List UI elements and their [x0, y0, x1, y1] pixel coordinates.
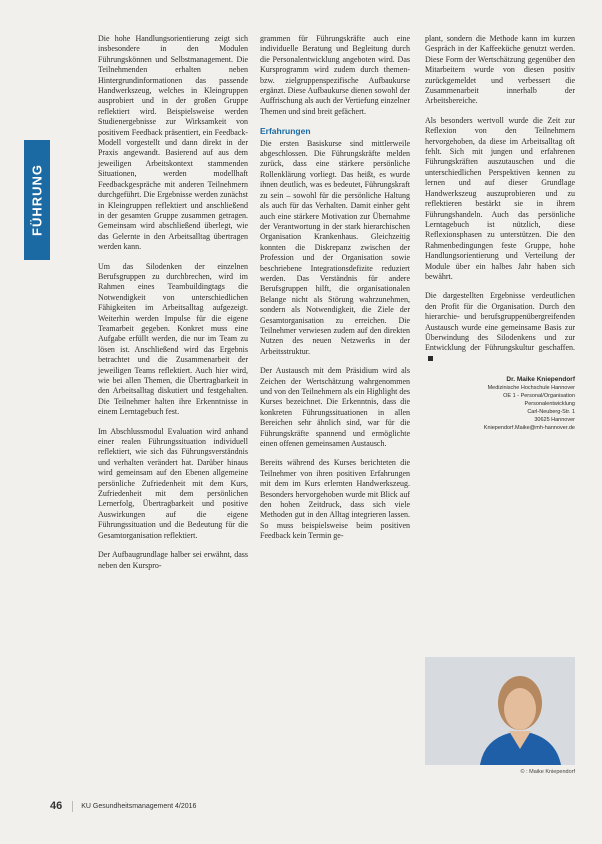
author-box: [425, 376, 575, 432]
paragraph: Der Aufbaugrundlage halber sei erwähnt, dass neben den Kurspro-: [98, 550, 248, 570]
author-affiliation: Medizinische Hochschule Hannover: [487, 385, 575, 392]
text-column-1: [98, 34, 248, 580]
paragraph: Die ersten Basiskurse sind mittlerweile abgeschlossen. Die Führungskräfte melden zurück, dass eine stärkere persönliche Rollenklärung vorliegt. Das heißt, es wurde ihnen deutlich, was es bedeutet, Führungskraft zu sein – sowohl für die persönliche Haltung als auch für das Verhalten. Damit einher geht auch eine stärkere Motivation zur Übernahme der Verantwortung in der stark hierarchischen Organisation Krankenhaus. Gleichzeitig konnten die Diskrepanz zwischen der Profession und der Organisation sowie beschriebene Integrationsdefizite reduziert werden. Das Verständnis für andere Berufsgruppen hilft, die organisationalen Belange nicht als Störung wahrzunehmen, sondern als Notwendigkeit, die Ziele der Gesamtorganisation zu erreichen. Die Teilnehmer verwiesen zudem auf den direkten Nutzen des neuen Netzwerks in der Arbeitsstruktur.: [260, 138, 410, 356]
paragraph-text: Die dargestellten Ergebnisse verdeutlichen den Profit für die Organisation. Durch den hierarchie- und berufsgruppenübergreifenden Austausch wurde eine gemeinsame Basis zur Überwindung des Silodenkens und zur Entwicklung der Führungskultur geschaffen.: [425, 291, 575, 353]
end-of-article-square-icon: [428, 356, 433, 361]
section-tab: [24, 140, 50, 260]
paragraph-final: [425, 291, 575, 364]
footer-divider: [72, 801, 73, 812]
page-number: 46: [50, 800, 63, 812]
author-email: Kniependorf.Maike@mh-hannover.de: [483, 425, 575, 432]
page-footer: [50, 800, 196, 812]
paragraph: Um das Silodenken der einzelnen Berufsgruppen zu durchbrechen, wird im Rahmen eines Teambuildingtags die Notwendigkeit von unterschiedlichen Fähigkeiten im Arbeitsalltag aufgezeigt. Weiterhin werden Impulse für die eigene Teamarbeit gegeben. Konkret muss eine Aufgabe erfüllt werden, die nur im Team zu lösen ist. Anschließend wird das Ergebnis betrachtet und die Zusammenarbeit der jeweiligen Teams reflektiert. Auch hier wird, wie bei allen Themen, die Übertragbarkeit in den Arbeitsalltag diskutiert und festgehalten. Die Teilnehmer halten ihre Erkenntnisse in einem Lerntagebuch fest.: [98, 261, 248, 417]
paragraph: Im Abschlussmodul Evaluation wird anhand einer realen Führungssituation individuell reflektiert, wie sich das Führungsverständnis und verhalten verändert hat. Darüber hinaus wird gemeinsam auf den Ebenen allgemeine persönliche Zufriedenheit mit dem Kurs, Zufriedenheit mit dem persönlichen Lernerfolg, Übertragbarkeit und positive Auswirkungen auf die eigene Führungssituation und die Bedeutung für die Gesamtorganisation reflektiert.: [98, 426, 248, 540]
text-column-2: [260, 34, 410, 551]
author-city: 30625 Hannover: [534, 417, 575, 424]
paragraph: grammen für Führungskräfte auch eine individuelle Beratung und Begleitung durch die Personalentwicklung angeboten wird. Das Kursprogramm wird zudem durch themen- bzw. zielgruppenspezifische Aufbaukurse ergänzt. Diese Aufbaukurse dienen sowohl der Auffrischung als auch der Vertiefung einzelner Themen und sind breit gefächert.: [260, 34, 410, 116]
paragraph: Bereits während des Kurses berichteten die Teilnehmer von ihren positiven Erfahrungen mit dem im Kurs erlernten Handwerkszeug. Besonders hervorgehoben wurde mit Blick auf den hohen Zeitdruck, dass sich viele Methoden gut in den Alltag integrieren lassen. So muss beispielsweise beim positiven Feedback kein Termin ge-: [260, 458, 410, 541]
author-department: OE 1 - Personal/Organisation: [503, 393, 575, 400]
section-heading: Erfahrungen: [260, 126, 311, 137]
text-column-3: [425, 34, 575, 432]
section-tab-label: FÜHRUNG: [29, 164, 45, 236]
author-photo: [425, 657, 575, 765]
portrait-image: [425, 657, 575, 765]
author-name: Dr. Maike Kniependorf: [506, 376, 575, 384]
paragraph: Die hohe Handlungsorientierung zeigt sich insbesondere in den Modulen Führungskönnen und Selbstmanagement. Die Teilnehmenden erhalten neben Hintergrundinformationen das passende Handwerkszeug, welches in Kleingruppen ausprobiert und in der großen Gruppe reflektiert wird. Beispielsweise werden Studienergebnisse zur Wirksamkeit von positivem Feedback präsentiert, ein Feedback-Modell vorgestellt und dann direkt in der Praxis angewandt. Basierend auf aus dem jeweiligen Arbeitskontext stammenden Situationen, werden modellhaft Feedbackgespräche mit anderen Teilnehmern durchgeführt. Die Ergebnisse werden zunächst in Kleingruppen reflektiert und anschließend in der gesamten Gruppe zusammen getragen. Gemeinsam wird abschließend überlegt, wie das Gelernte in den Arbeitsalltag übertragen werden kann.: [98, 34, 248, 252]
photo-caption: © : Maike Kniependorf: [520, 769, 575, 775]
paragraph: Als besonders wertvoll wurde die Zeit zur Reflexion von den Teilnehmern hervorgehoben, da diese im Arbeitsalltag oft fehlt. Sich mit jungen und erfahrenen Führungskräften auszutauschen und die unterschiedlichen Perspektiven kennen zu lernen und auf dieser Grundlage Handwerkszeug auszuprobieren und zu reflektieren bestärkt sie in ihrem Führungshandeln. Auch das persönliche Lerntagebuch ist nützlich, diese Reflexionsphasen zu unterstützen. Die den Rahmenbedingungen feste Gruppe, hohe Handlungsorientierung und Verteilung der Module über ein halbes Jahr haben sich bewährt.: [425, 115, 575, 281]
author-unit: Personalentwicklung: [524, 401, 575, 408]
author-street: Carl-Neuberg-Str. 1: [527, 409, 575, 416]
publication-name: KU Gesundheitsmanagement 4/2016: [81, 802, 197, 810]
paragraph: Der Austausch mit dem Präsidium wird als Zeichen der Wertschätzung wahrgenommen und von den Teilnehmern als ein Highlight des Kurses bezeichnet. Die Erkenntnis, dass die konkreten Führungssituationen in allen Bereichen sehr ähnlich sind, war für die Führungskräfte spannend und ermöglichte einen offenen gemeinsamen Austausch.: [260, 366, 410, 449]
paragraph: plant, sondern die Methode kann im kurzen Gespräch in der Kaffeeküche genutzt werden. Diese Form der Wertschätzung gegenüber den Mitarbeitern wurde von diesen positiv zurückgemeldet und verbessert die Zusammenarbeit innerhalb der Arbeitsbereiche.: [425, 34, 575, 106]
